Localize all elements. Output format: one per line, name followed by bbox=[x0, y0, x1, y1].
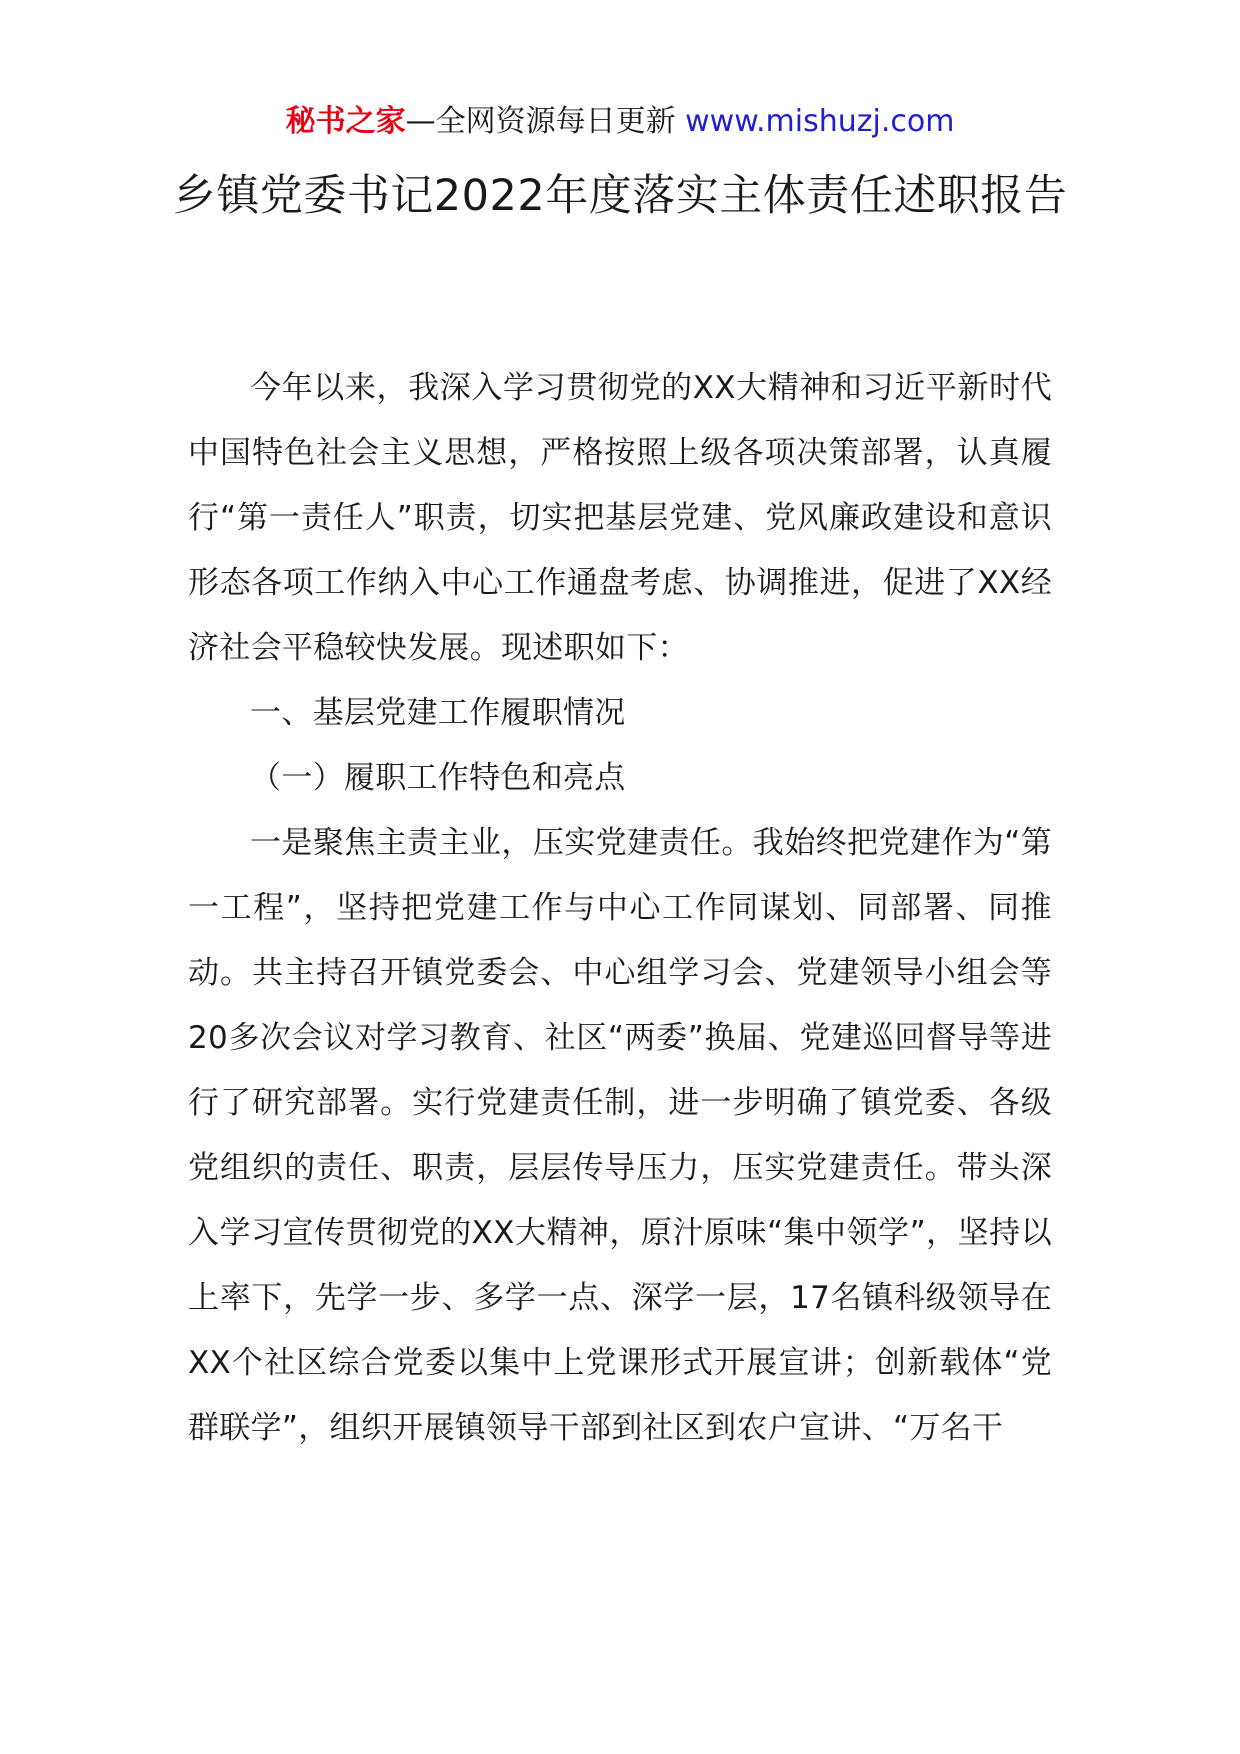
site-tagline: —全网资源每日更新 bbox=[405, 104, 676, 139]
section-heading: 一、基层党建工作履职情况 bbox=[250, 695, 626, 731]
document-title: 乡镇党委书记2022年度落实主体责任述职报告 bbox=[172, 171, 1068, 221]
body-paragraph: 一是聚焦主责主业，压实党建责任。我始终把党建作为“第一工程”，坚持把党建工作与中心工作同谋划、同部署、同推动。共主持召开镇党委会、中心组学习会、党建领导小组会等20多次会议对学习教育、社区“两委”换届、党建巡回督导等进行了研究部署。实行党建责任制，进一步明确了镇党委、各级党组织的责任、职责，层层传导压力，压实党建责任。带头深入学习宣传贯彻党的XX大精神，原汁原味“集中领学”，坚持以上率下，先学一步、多学一点、深学一层，17名镇科级领导在XX个社区综合党委以集中上党课形式开展宣讲；创新载体“党群联学”，组织开展镇领导干部到社区到农户宣讲、“万名干 bbox=[188, 825, 1052, 1446]
site-header bbox=[0, 100, 1240, 144]
site-url-link[interactable]: www.mishuzj.com bbox=[685, 104, 955, 139]
site-brand: 秘书之家 bbox=[285, 104, 406, 139]
subsection-heading: （一）履职工作特色和亮点 bbox=[250, 760, 626, 796]
intro-paragraph: 今年以来，我深入学习贯彻党的XX大精神和习近平新时代中国特色社会主义思想，严格按照上级各项决策部署，认真履行“第一责任人”职责，切实把基层党建、党风廉政建设和意识形态各项工作纳入中心工作通盘考虑、协调推进，促进了XX经济社会平稳较快发展。现述职如下： bbox=[188, 370, 1052, 666]
document-body bbox=[188, 356, 1052, 1461]
